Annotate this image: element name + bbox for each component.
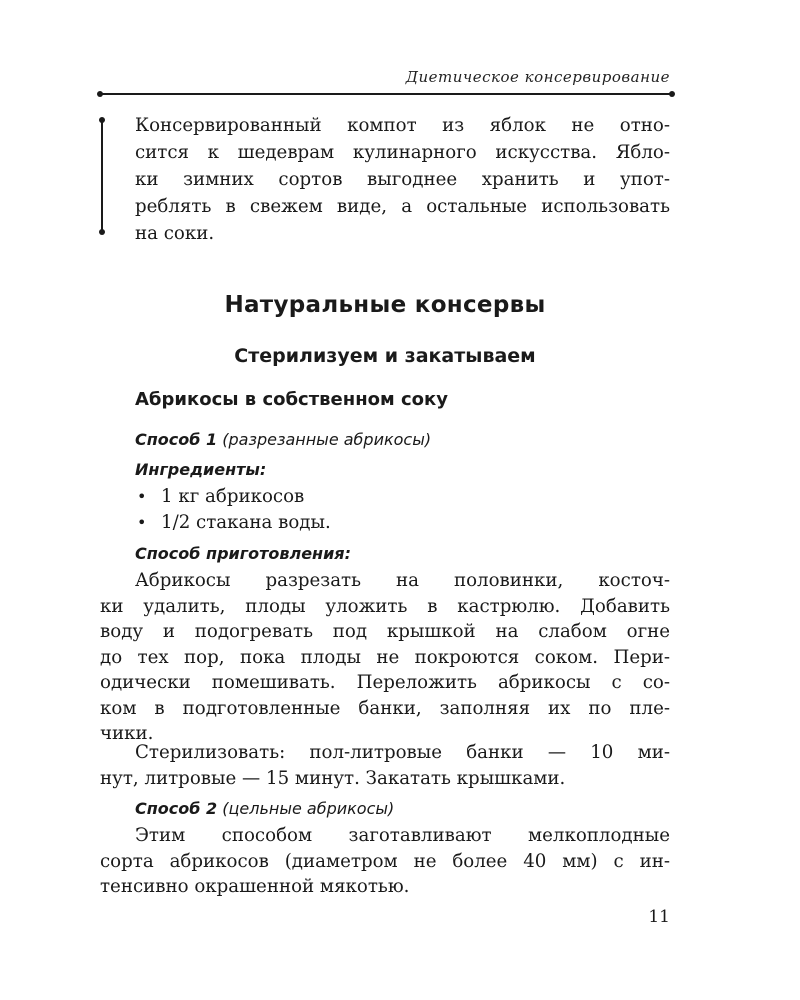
callout-line: реблять в свежем виде, а остальные использовать bbox=[135, 196, 670, 217]
method-1-label: Способ 1 bbox=[135, 430, 218, 449]
paragraph-line: ком в подготовленные банки, заполняя их по пле- bbox=[100, 697, 670, 719]
paragraph-line: Стерилизовать: пол-литровые банки — 10 ми- bbox=[135, 742, 670, 763]
subsection-title: Стерилизуем и закатываем bbox=[234, 345, 536, 367]
list-item bbox=[137, 510, 331, 536]
method-1-note: (разрезанные абрикосы) bbox=[222, 430, 432, 449]
preparation-label: Способ приготовления: bbox=[135, 544, 351, 563]
paragraph-line: до тех пор, пока плоды не покроются соком. Пери- bbox=[100, 646, 670, 668]
method-2-heading bbox=[135, 799, 394, 818]
recipe-title: Абрикосы в собственном соку bbox=[135, 389, 448, 410]
running-head: Диетическое консервирование bbox=[405, 68, 670, 86]
callout-text bbox=[135, 112, 670, 247]
rule-end-dot bbox=[97, 91, 103, 97]
sterilize-paragraph bbox=[100, 740, 670, 791]
bar-end-dot bbox=[99, 117, 105, 123]
header-rule bbox=[100, 93, 672, 95]
ingredients-label: Ингредиенты: bbox=[135, 460, 267, 479]
page-number: 11 bbox=[648, 907, 670, 927]
paragraph-line: Абрикосы разрезать на половинки, косточ- bbox=[135, 570, 670, 591]
method-2-paragraph bbox=[100, 823, 670, 900]
ingredients-heading bbox=[135, 460, 266, 479]
ingredient-text: 1/2 стакана воды. bbox=[161, 512, 331, 533]
paragraph-line: тенсивно окрашенной мякотью. bbox=[100, 876, 410, 897]
list-item bbox=[137, 484, 331, 510]
section-title: Натуральные консервы bbox=[224, 292, 546, 318]
method-2-note: (цельные абрикосы) bbox=[222, 799, 395, 818]
rule-end-dot bbox=[669, 91, 675, 97]
bar-end-dot bbox=[99, 229, 105, 235]
paragraph-line: нут, литровые — 15 минут. Закатать крышками. bbox=[100, 767, 566, 789]
paragraph-line: Этим способом заготавливают мелкоплодные bbox=[135, 825, 670, 846]
paragraph-line: сорта абрикосов (диаметром не более 40 мм) с ин- bbox=[100, 850, 670, 872]
callout-side-bar bbox=[101, 120, 103, 232]
ingredients-list bbox=[137, 484, 331, 536]
method-2-label: Способ 2 bbox=[135, 799, 218, 818]
paragraph-line: ки удалить, плоды уложить в кастрюлю. Добавить bbox=[100, 595, 670, 617]
paragraph-line: воду и подогревать под крышкой на слабом огне bbox=[100, 621, 670, 642]
bullet-icon: • bbox=[137, 487, 147, 506]
callout-line: на соки. bbox=[135, 223, 215, 244]
preparation-paragraph bbox=[100, 568, 670, 747]
paragraph-line: чики. bbox=[100, 723, 154, 744]
callout-line: сится к шедеврам кулинарного искусства. Ябло- bbox=[135, 142, 670, 163]
preparation-heading bbox=[135, 544, 351, 563]
paragraph-line: одически помешивать. Переложить абрикосы с со- bbox=[100, 672, 670, 693]
bullet-icon: • bbox=[137, 513, 147, 532]
callout-line: Консервированный компот из яблок не отно- bbox=[135, 115, 670, 136]
ingredient-text: 1 кг абрикосов bbox=[161, 486, 305, 507]
callout-line: ки зимних сортов выгоднее хранить и упот- bbox=[135, 169, 670, 190]
method-1-heading bbox=[135, 430, 431, 449]
